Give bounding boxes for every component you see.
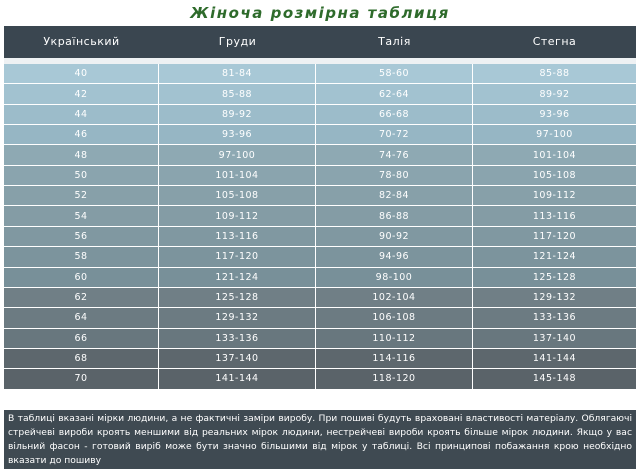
table-row (4, 166, 636, 186)
hips-cell: 141-144 (532, 353, 577, 365)
chest-cell: 113-116 (159, 227, 316, 246)
header-chest: Груди (218, 35, 257, 48)
chest-cell: 109-112 (159, 206, 316, 225)
table-row (4, 105, 636, 125)
size-cell: 70 (4, 369, 159, 388)
waist-cell: 62-64 (316, 84, 473, 103)
size-cell: 46 (4, 125, 159, 144)
waist-cell: 74-76 (316, 145, 473, 164)
size-cell: 48 (4, 145, 159, 164)
size-cell: 68 (4, 349, 159, 368)
chest-cell: 133-136 (159, 329, 316, 348)
waist-cell: 106-108 (316, 308, 473, 327)
table-row (4, 227, 636, 247)
hips-cell: 105-108 (532, 169, 577, 181)
table-row (4, 268, 636, 288)
table-row (4, 247, 636, 267)
chest-cell: 117-120 (159, 247, 316, 266)
footnote: В таблиці вказані мірки людини, а не фактичні заміри виробу. При пошиві будуть враховані властивості матеріалу. Облягаючі стрейчеві вироби кроять меншими від реальних мірок людини, нестрейчеві вироби кроять більше мірок людини. Якщо у вас вільний фасон - готовий виріб може бути значно більшими від мірок у таблиці. Всі принципові побажання крою необхідно вказати до пошиву (4, 410, 636, 469)
waist-cell: 90-92 (316, 227, 473, 246)
size-cell: 44 (4, 105, 159, 124)
size-cell: 64 (4, 308, 159, 327)
size-cell: 60 (4, 268, 159, 287)
hips-cell: 93-96 (539, 108, 570, 120)
table-row (4, 145, 636, 165)
hips-cell: 117-120 (532, 230, 577, 242)
table-row (4, 308, 636, 328)
size-cell: 50 (4, 166, 159, 185)
table-row (4, 288, 636, 308)
header-waist: Талія (378, 35, 411, 48)
size-table-body (4, 64, 636, 410)
chest-cell: 129-132 (159, 308, 316, 327)
chest-cell: 125-128 (159, 288, 316, 307)
waist-cell: 82-84 (316, 186, 473, 205)
waist-cell: 114-116 (316, 349, 473, 368)
chest-cell: 137-140 (159, 349, 316, 368)
chest-cell: 93-96 (159, 125, 316, 144)
waist-cell: 118-120 (316, 369, 473, 388)
waist-cell: 98-100 (316, 268, 473, 287)
hips-cell: 145-148 (532, 373, 577, 385)
page-title: Жіноча розмірна таблиця (190, 4, 450, 22)
size-cell: 62 (4, 288, 159, 307)
hips-cell: 101-104 (532, 149, 577, 161)
size-cell: 40 (4, 64, 159, 83)
hips-cell: 97-100 (536, 129, 573, 141)
waist-cell: 86-88 (316, 206, 473, 225)
table-row (4, 206, 636, 226)
hips-cell: 89-92 (539, 88, 570, 100)
chest-cell: 81-84 (159, 64, 316, 83)
table-row (4, 186, 636, 206)
waist-cell: 110-112 (316, 329, 473, 348)
hips-cell: 121-124 (532, 251, 577, 263)
size-cell: 66 (4, 329, 159, 348)
size-cell: 58 (4, 247, 159, 266)
hips-cell: 125-128 (532, 271, 577, 283)
waist-cell: 78-80 (316, 166, 473, 185)
waist-cell: 70-72 (316, 125, 473, 144)
chest-cell: 141-144 (159, 369, 316, 388)
size-cell: 54 (4, 206, 159, 225)
hips-cell: 109-112 (532, 190, 577, 202)
size-cell: 56 (4, 227, 159, 246)
hips-cell: 133-136 (532, 312, 577, 324)
table-row (4, 64, 636, 84)
waist-cell: 58-60 (316, 64, 473, 83)
table-header (4, 26, 636, 58)
header-ukrainian-size: Український (43, 35, 120, 48)
size-cell: 52 (4, 186, 159, 205)
chest-cell: 97-100 (159, 145, 316, 164)
hips-cell: 85-88 (539, 68, 570, 80)
chest-cell: 85-88 (159, 84, 316, 103)
hips-cell: 113-116 (532, 210, 577, 222)
table-row (4, 329, 636, 349)
hips-cell: 137-140 (532, 332, 577, 344)
waist-cell: 66-68 (316, 105, 473, 124)
table-row (4, 369, 636, 389)
table-row (4, 125, 636, 145)
chest-cell: 89-92 (159, 105, 316, 124)
chest-cell: 105-108 (159, 186, 316, 205)
hips-cell: 129-132 (532, 292, 577, 304)
waist-cell: 94-96 (316, 247, 473, 266)
table-row (4, 349, 636, 369)
chest-cell: 121-124 (159, 268, 316, 287)
table-row (4, 84, 636, 104)
header-hips: Стегна (532, 35, 577, 48)
size-cell: 42 (4, 84, 159, 103)
waist-cell: 102-104 (316, 288, 473, 307)
chest-cell: 101-104 (159, 166, 316, 185)
